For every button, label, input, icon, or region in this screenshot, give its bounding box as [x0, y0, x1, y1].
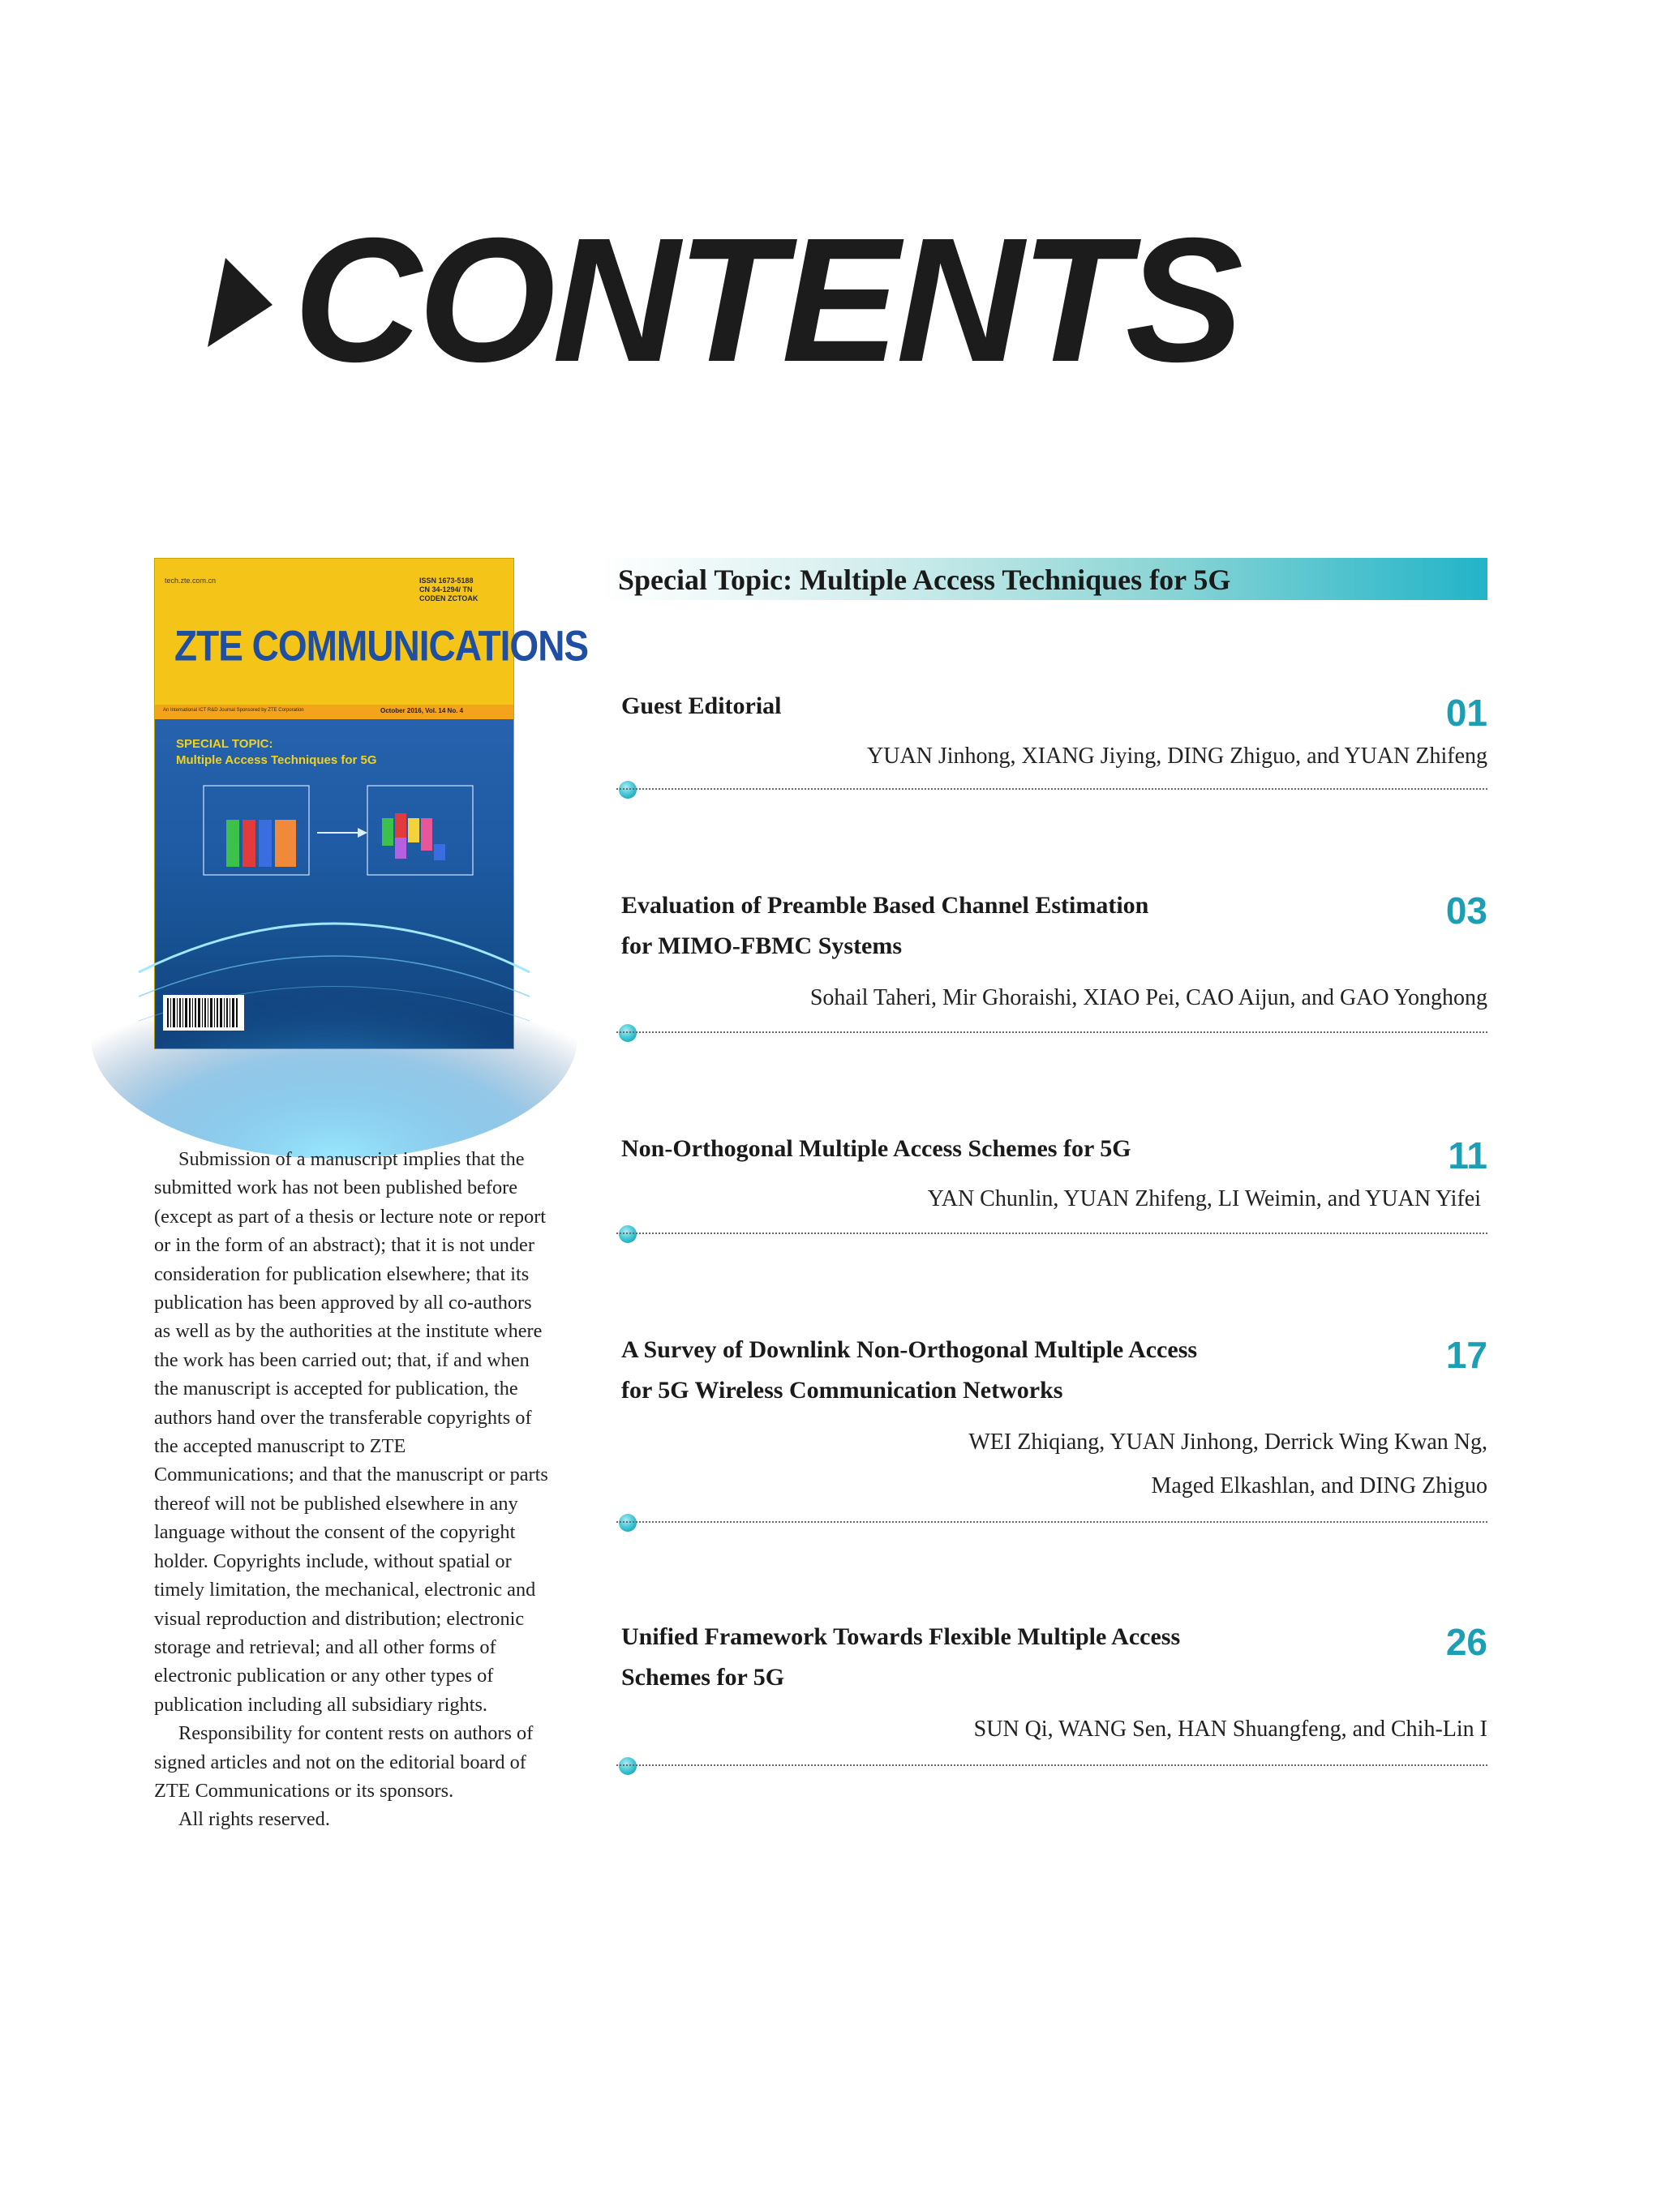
article-page-number[interactable]: 26	[1445, 1621, 1487, 1663]
cover-sponsor: An International ICT R&D Journal Sponsored by ZTE Corporation	[163, 708, 304, 713]
article-title-continued[interactable]: for MIMO-FBMC Systems	[621, 932, 903, 959]
article-title[interactable]: Evaluation of Preamble Based Channel Estimation	[621, 892, 1149, 919]
cover-url: tech.zte.com.cn	[165, 577, 217, 585]
notice-paragraph: All rights reserved.	[178, 1808, 330, 1831]
article-page-number[interactable]: 03	[1445, 890, 1487, 932]
entry-separator	[616, 1521, 1487, 1524]
journal-cover	[154, 558, 589, 1049]
entry-separator	[616, 1031, 1487, 1035]
cover-special-topic-name: Multiple Access Techniques for 5G	[176, 753, 377, 767]
article-title-continued[interactable]: Schemes for 5G	[621, 1664, 785, 1691]
cover-issn-line: ISSN 1673-5188	[419, 577, 474, 585]
cover-issue: October 2016, Vol. 14 No. 4	[380, 707, 464, 714]
header-arrow-icon	[208, 258, 273, 347]
article-title[interactable]: A Survey of Downlink Non-Orthogonal Multiple Access	[621, 1336, 1198, 1363]
notice-paragraph: Responsibility for content rests on authors of signed articles and not on the editorial board of ZTE Communications or its sponsors.	[154, 1722, 534, 1802]
entry-separator	[616, 788, 1487, 791]
cover-issn	[419, 577, 478, 603]
cover-barcode	[163, 995, 244, 1031]
cover-issue-strip	[155, 705, 513, 719]
entry-separator	[616, 1764, 1487, 1768]
special-topic-title: Special Topic: Multiple Access Techniques for 5G	[618, 564, 1231, 596]
article-title-continued[interactable]: for 5G Wireless Communication Networks	[621, 1377, 1063, 1404]
article-authors-continued: Maged Elkashlan, and DING Zhiguo	[1151, 1473, 1487, 1498]
cover-issn-line: CODEN ZCTOAK	[419, 594, 479, 602]
article-page-number[interactable]: 11	[1448, 1134, 1487, 1177]
cover-issn-line: CN 34-1294/ TN	[419, 585, 473, 594]
copyright-notice	[154, 1145, 548, 1834]
article-authors: WEI Zhiqiang, YUAN Jinhong, Derrick Wing Kwan Ng,	[968, 1430, 1487, 1455]
cover-journal-name: ZTE COMMUNICATIONS	[174, 621, 589, 670]
page-title: CONTENTS	[294, 202, 1240, 399]
article-title[interactable]: Non-Orthogonal Multiple Access Schemes for 5G	[621, 1135, 1131, 1162]
article-title[interactable]: Guest Editorial	[621, 692, 782, 719]
article-title[interactable]: Unified Framework Towards Flexible Multiple Access	[621, 1623, 1181, 1650]
notice-paragraph: Submission of a manuscript implies that the submitted work has not been published before (except as part of a thesis or lecture note or report or in the form of an abstract); that it is not under consideration for publication elsewhere; that its publication has been approved by all co-authors as well as by the authorities at the institute where the work has been carried out; that, if and when the manuscript is accepted for publication, the authors hand over the transferable copyrights of the accepted manuscript to ZTE Communications; and that the manuscript or parts thereof will not be published elsewhere in any language without the consent of the copyright holder. Copyrights include, without spatial or timely limitation, the mechanical, electronic and visual reproduction and distribution; electronic storage and retrieval; and all other forms of electronic publication or any other types of publication including all subsidiary rights.	[154, 1148, 548, 1716]
cover-special-topic-label: SPECIAL TOPIC:	[176, 737, 273, 751]
article-authors: Sohail Taheri, Mir Ghoraishi, XIAO Pei, CAO Aijun, and GAO Yonghong	[809, 985, 1487, 1010]
article-page-number[interactable]: 01	[1445, 692, 1487, 734]
entry-separator	[616, 1232, 1487, 1236]
article-authors: SUN Qi, WANG Sen, HAN Shuangfeng, and Chih-Lin I	[973, 1717, 1487, 1742]
article-authors: YAN Chunlin, YUAN Zhifeng, LI Weimin, and YUAN Yifei	[927, 1186, 1481, 1211]
article-authors: YUAN Jinhong, XIANG Jiying, DING Zhiguo, and YUAN Zhifeng	[867, 744, 1487, 769]
article-page-number[interactable]: 17	[1445, 1334, 1487, 1376]
